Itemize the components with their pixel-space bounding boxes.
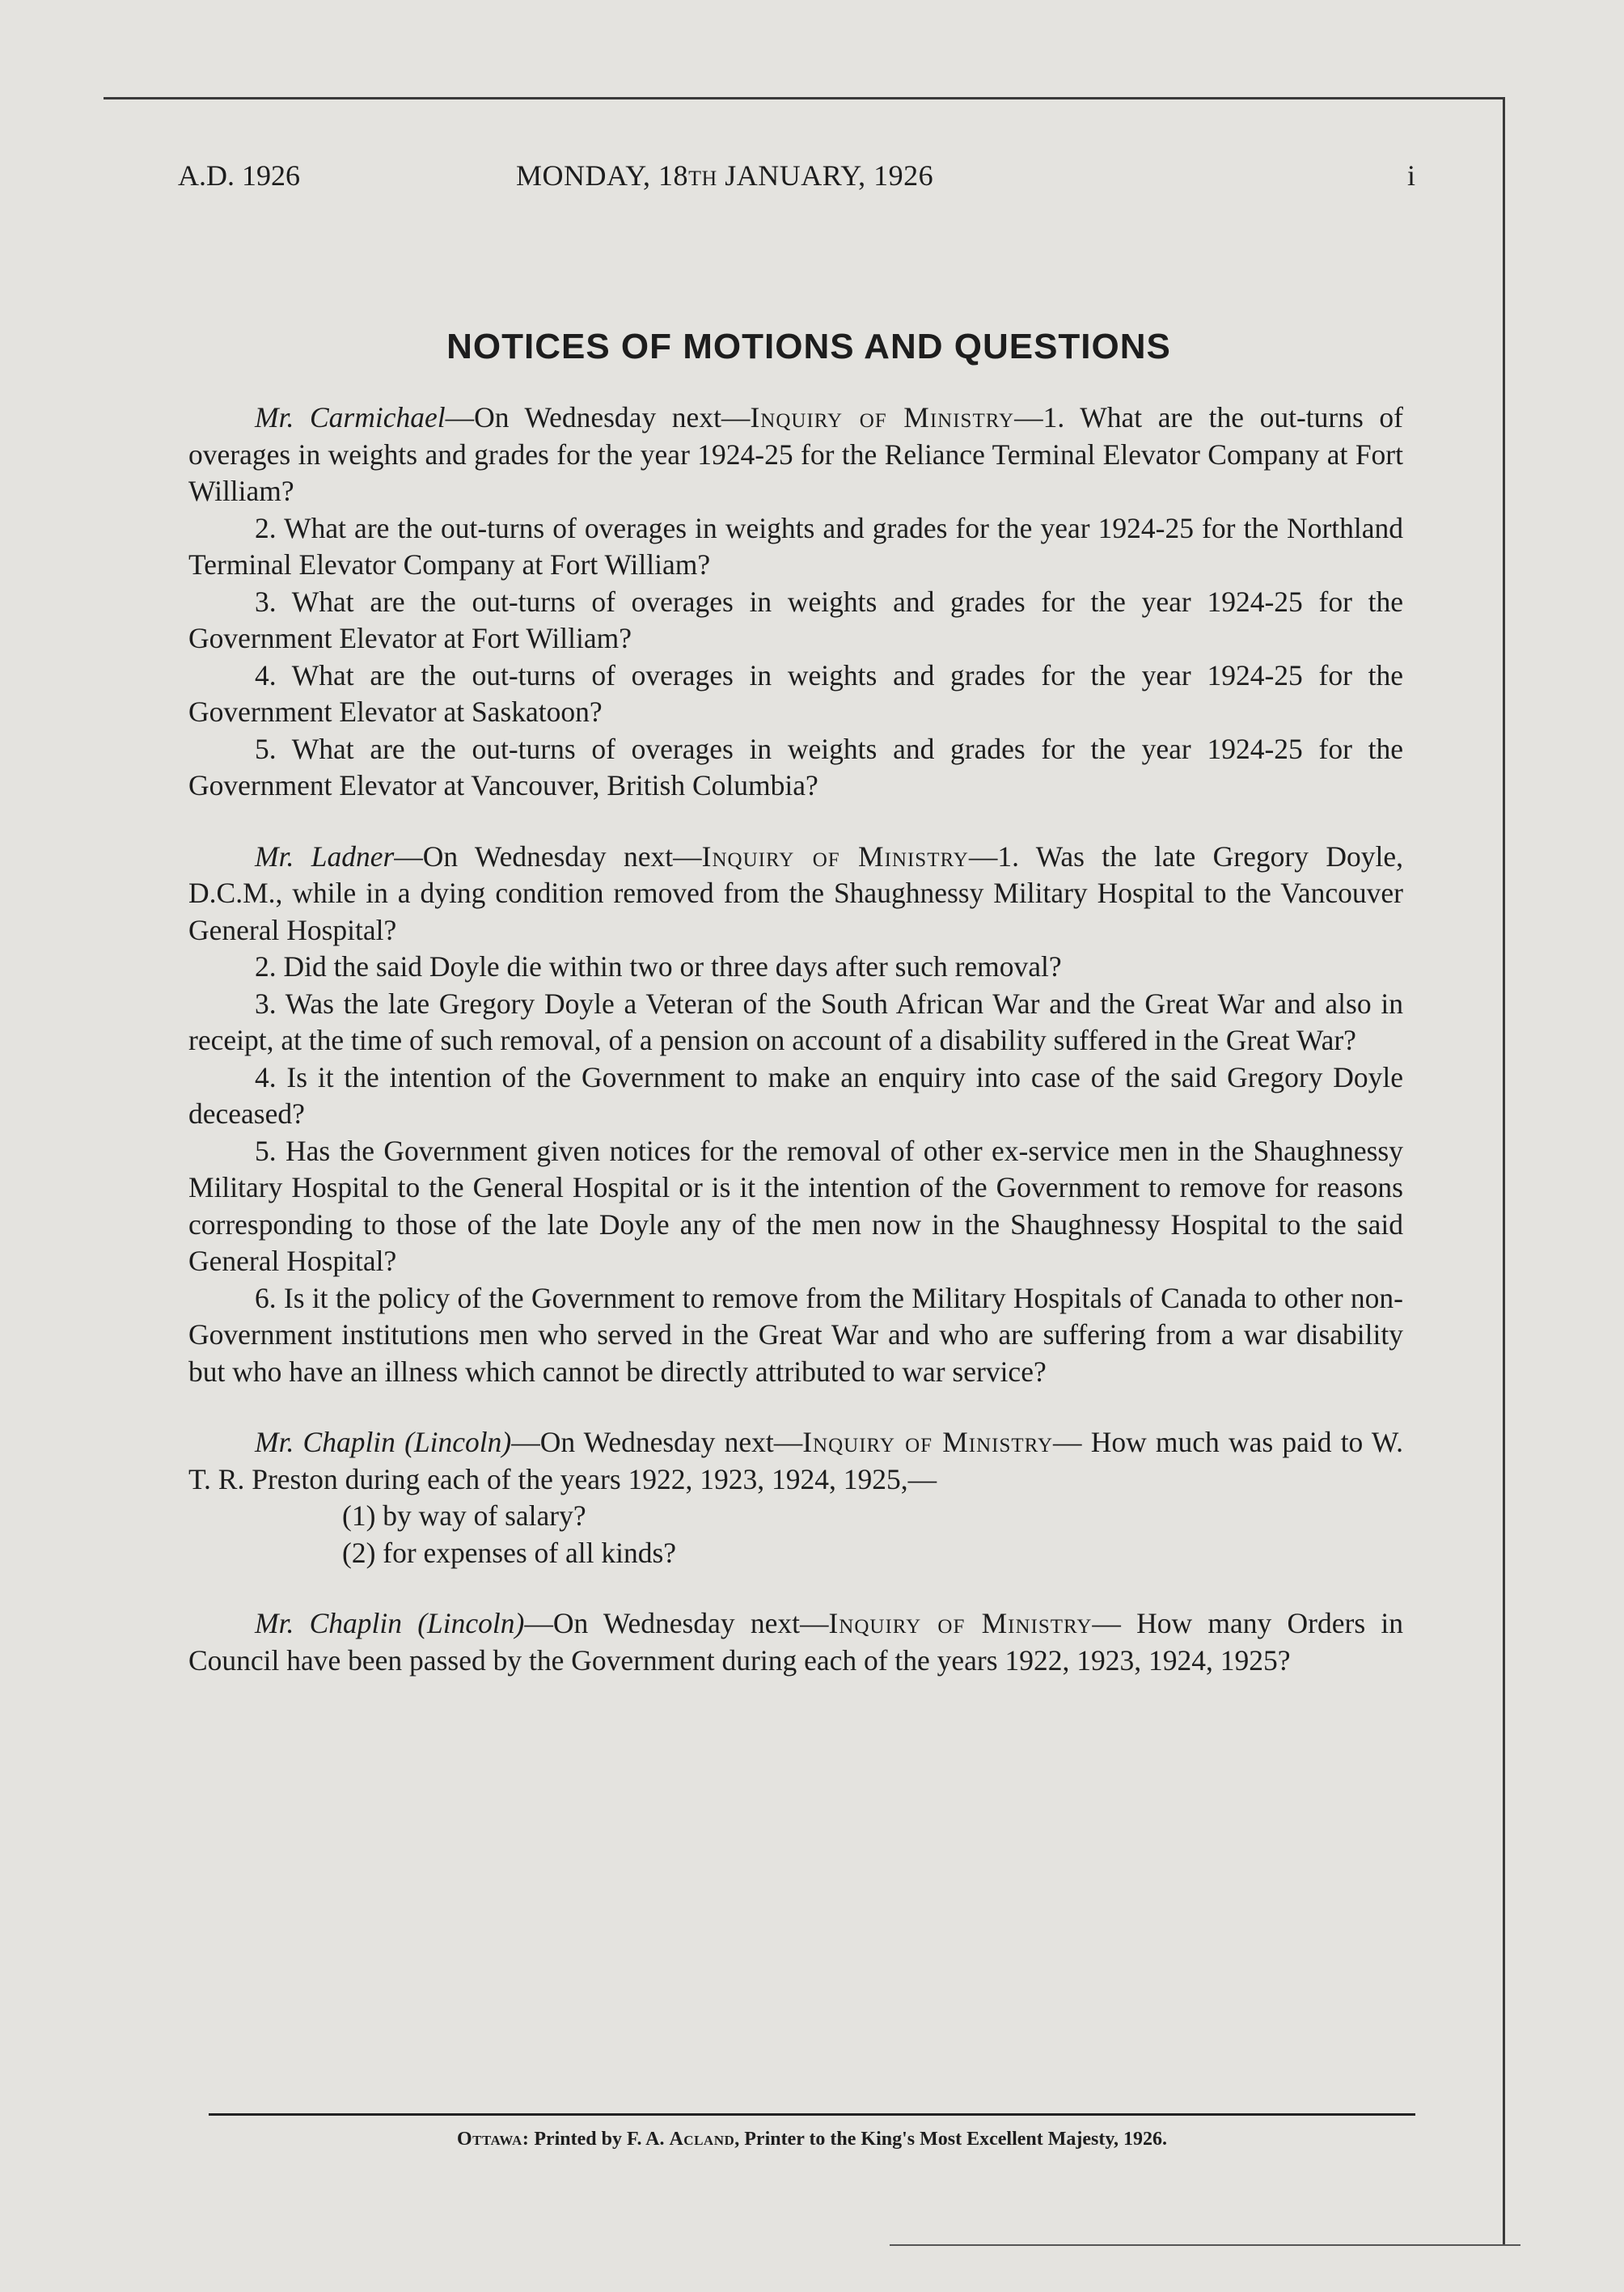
question-text: 3. Was the late Gregory Doyle a Veteran of the South African War and the Great War and also in receipt, at the time of such removal, of a pension on account of a disability suffered in the Great War? — [188, 987, 1403, 1056]
notices-body — [188, 400, 1403, 1713]
imprint-place: Ottawa: — [456, 2129, 530, 2150]
header-date — [516, 159, 933, 192]
member-name: Mr. Chaplin (Lincoln) — [255, 1426, 512, 1458]
notice-paragraph — [188, 839, 1403, 949]
page-header — [178, 159, 1415, 207]
notice-chaplin-orders — [188, 1605, 1403, 1679]
question-text: 4. What are the out-turns of overages in weights and grades for the year 1924-25 for the Government Elevator at Saskatoon? — [188, 658, 1403, 728]
question-text: 2. Did the said Doyle die within two or three days after such removal? — [255, 950, 1062, 983]
notice-paragraph — [188, 1605, 1403, 1679]
imprint-printer: Acland — [669, 2129, 735, 2150]
header-date-day: MONDAY, 18 — [516, 159, 689, 192]
question-text: 2. What are the out-turns of overages in weights and grades for the year 1924-25 for the Northland Terminal Elevator Company at Fort William? — [188, 511, 1403, 581]
sub-item: (1) by way of salary? — [342, 1499, 586, 1532]
question-text: —1. Was the late Gregory Doyle, D.C.M., while in a dying condition removed from the Shaughnessy Military Hospital to the Vancouver General Hospital? — [188, 839, 1403, 946]
notice-intro: —On Wednesday next— — [445, 401, 751, 433]
frame-rule-right — [1503, 97, 1505, 2244]
notice-paragraph — [188, 1424, 1403, 1498]
page-title: NOTICES OF MOTIONS AND QUESTIONS — [446, 327, 1171, 366]
imprint-text: , Printer to the King's Most Excellent Majesty, 1926. — [734, 2129, 1168, 2150]
inquiry-label: Inquiry of Ministry — [750, 401, 1015, 433]
question-text: 3. What are the out-turns of overages in weights and grades for the year 1924-25 for the Government Elevator at Fort William? — [188, 585, 1403, 654]
sub-item: (2) for expenses of all kinds? — [342, 1536, 677, 1569]
notice-carmichael — [188, 400, 1403, 805]
inquiry-label: Inquiry of Ministry — [828, 1607, 1093, 1639]
frame-rule-bottom — [890, 2244, 1520, 2246]
header-date-rest: JANUARY, 1926 — [717, 159, 934, 192]
member-name: Mr. Ladner — [255, 839, 395, 873]
header-year: A.D. 1926 — [178, 159, 300, 192]
header-date-ordinal: TH — [688, 167, 717, 190]
printer-imprint — [209, 2129, 1415, 2150]
page-number: i — [1406, 159, 1415, 192]
notice-intro: —On Wednesday next— — [524, 1607, 829, 1639]
question-text: 5. Has the Government given notices for the removal of other ex-service men in the Shaughnessy Military Hospital to the General Hospital or is it the intention of the Government to remove for reasons corresponding to those of the late Doyle any of the men now in the Shaughnessy Hospital to the said General Hospital? — [188, 1134, 1403, 1277]
question-text: 6. Is it the policy of the Government to remove from the Military Hospitals of Canada to other non-Government institutions men who served in the Great War and who are suffering from a war disability but who have an illness which cannot be directly attributed to war service? — [188, 1281, 1403, 1388]
imprint-text: Printed by F. A. — [529, 2129, 670, 2150]
notice-paragraph — [188, 400, 1403, 510]
inquiry-label: Inquiry of Ministry — [701, 839, 969, 873]
notice-intro: —On Wednesday next— — [511, 1426, 803, 1458]
question-text: —1. What are the out-turns of overages in weights and grades for the year 1924-25 for the Reliance Terminal Elevator Company at Fort William? — [188, 401, 1404, 507]
inquiry-label: Inquiry of Ministry — [802, 1426, 1054, 1458]
question-text: 4. Is it the intention of the Government to make an enquiry into case of the said Gregory Doyle deceased? — [188, 1060, 1403, 1130]
question-text: 5. What are the out-turns of overages in weights and grades for the year 1924-25 for the Government Elevator at Vancouver, British Columbia? — [188, 732, 1403, 801]
notice-ladner — [188, 839, 1403, 1391]
member-name: Mr. Carmichael — [255, 401, 446, 433]
question-text: — How much was paid to W. T. R. Preston during each of the years 1922, 1923, 1924, 1925,— — [188, 1426, 1403, 1495]
question-text: — How many Orders in Council have been passed by the Government during each of the years 1922, 1923, 1924, 1925? — [188, 1607, 1404, 1677]
notice-chaplin-salary — [188, 1424, 1403, 1571]
frame-rule-top — [104, 97, 1504, 99]
footer-rule — [209, 2113, 1415, 2116]
member-name: Mr. Chaplin (Lincoln) — [255, 1607, 525, 1639]
notice-intro: —On Wednesday next— — [394, 839, 702, 873]
